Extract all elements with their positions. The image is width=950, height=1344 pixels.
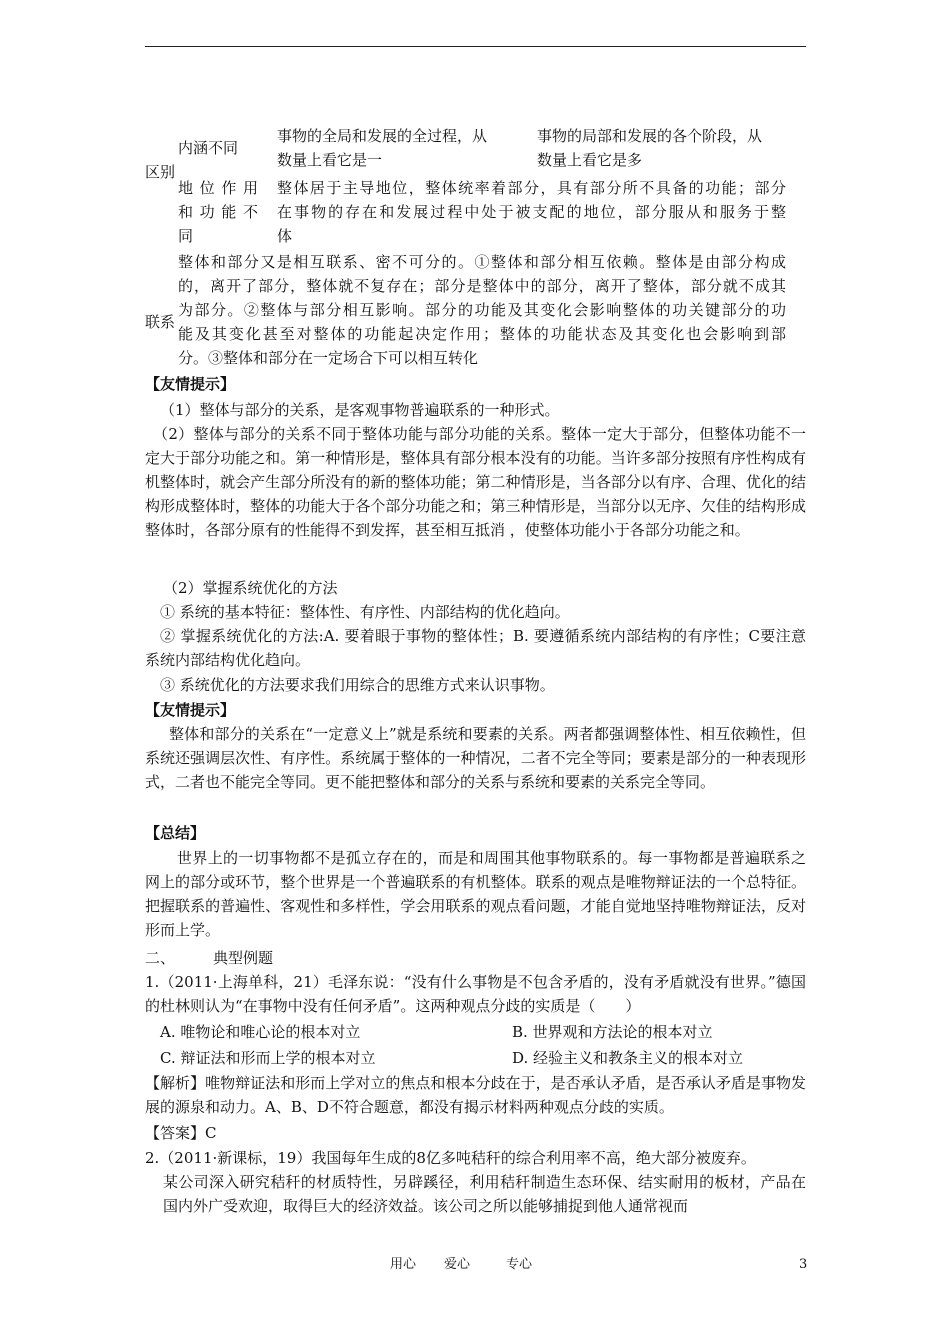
row3-line1: 整体和部分又是相互联系、密不可分的。①整体和部分相互依赖。整体是由部分构成	[178, 253, 786, 271]
page-number: 3	[799, 1257, 808, 1272]
section2-number: 二、	[145, 949, 176, 967]
row3-line3: 为部分。②整体与部分相互影响。部分的功能及其变化会影响整体的功关键部分的功	[178, 301, 786, 319]
q2-line1: 2.（2011·新课标，19）我国每年生成的8亿多吨秸秆的综合利用率不高，绝大部分被废弃。	[145, 1149, 756, 1167]
method-p1: ① 系统的基本特征：整体性、有序性、内部结构的优化趋向。	[160, 603, 570, 621]
row1-whole-line2: 数量上看它是一	[277, 151, 383, 169]
q1-option-b: B. 世界观和方法论的根本对立	[512, 1023, 713, 1041]
row1-part-line1: 事物的局部和发展的各个阶段，从	[537, 127, 763, 145]
footer-word-3: 专心	[506, 1257, 533, 1272]
tip1-item1: （1）整体与部分的关系，是客观事物普遍联系的一种形式。	[160, 401, 560, 419]
label-lianxi: 联系	[145, 313, 176, 331]
q2-continuation: 某公司深入研究秸秆的材质特性，另辟蹊径，利用秸秆制造生态环保、结实耐用的板材，产品在国内外广受欢迎，取得巨大的经济效益。该公司之所以能够捕捉到他人通常视而	[163, 1173, 806, 1215]
tip1-item2: （2）整体与部分的关系不同于整体功能与部分功能的关系。整体一定大于部分，但整体功能不一定大于部分功能之和。第一种情形是，整体具有部分根本没有的功能。当许多部分按照有序性构成有机整体时，就会产生部分所没有的新的整体功能；第二种情形是，当各部分以有序、合理、优化的结构形成整体时，整体的功能大于各个部分功能之和；第三种情形是，当部分以无序、欠佳的结构形成整体时，各部分原有的性能得不到发挥，甚至相互抵消 ，使整体功能小于各部分功能之和。	[145, 425, 806, 539]
method-heading: （2）掌握系统优化的方法	[163, 579, 338, 597]
row3-line4: 能及其变化甚至对整体的功能起决定作用；整体的功能状态及其变化也会影响到部	[178, 325, 786, 343]
q1-option-a: A. 唯物论和唯心论的根本对立	[160, 1023, 361, 1041]
q1-option-d: D. 经验主义和教条主义的根本对立	[512, 1049, 744, 1067]
footer-word-1: 用心	[390, 1257, 417, 1272]
row2-text-line2: 在事物的存在和发展过程中处于被支配的地位，部分服从和服务于整	[277, 203, 786, 221]
summary-heading: 【总结】	[145, 824, 206, 842]
q1-analysis: 【解析】唯物辩证法和形而上学对立的焦点和根本分歧在于，是否承认矛盾，是否承认矛盾是事物发展的源泉和动力。A、B、D不符合题意，都没有揭示材料两种观点分歧的实质。	[145, 1074, 806, 1116]
footer-word-2: 爱心	[444, 1257, 471, 1272]
header-rule	[145, 46, 806, 47]
row3-line5: 分。③整体和部分在一定场合下可以相互转化	[178, 349, 479, 367]
row2-label-line1: 地 位 作 用	[178, 179, 258, 197]
summary-body: 世界上的一切事物都不是孤立存在的，而是和周围其他事物联系的。每一事物都是普遍联系之网上的部分或环节，整个世界是一个普遍联系的有机整体。联系的观点是唯物辩证法的一个总特征。把握联系的普遍性、客观性和多样性，学会用联系的观点看问题，才能自觉地坚持唯物辩证法，反对形而上学。	[145, 849, 806, 939]
row2-label-line3: 同	[178, 227, 194, 245]
row1-whole-line1: 事物的全局和发展的全过程，从	[277, 127, 488, 145]
method-p3: ③ 系统优化的方法要求我们用综合的思维方式来认识事物。	[160, 676, 555, 694]
q1-answer: 【答案】C	[145, 1124, 217, 1142]
tip2-body: 整体和部分的关系在“一定意义上”就是系统和要素的关系。两者都强调整体性、相互依赖性，但系统还强调层次性、有序性。系统属于整体的一种情况，二者不完全等同；要素是部分的一种表现形式，二者也不能完全等同。更不能把整体和部分的关系与系统和要素的关系完全等同。	[145, 725, 806, 791]
section2-title: 典型例题	[213, 949, 274, 967]
row2-label-line2: 和 功 能 不	[178, 203, 258, 221]
method-p2: ② 掌握系统优化的方法:A. 要着眼于事物的整体性；B. 要遵循系统内部结构的有序性；C要注意系统内部结构优化趋向。	[145, 627, 806, 669]
tip1-heading: 【友情提示】	[145, 375, 236, 393]
label-qubie: 区别	[145, 163, 176, 181]
q1-option-c: C. 辩证法和形而上学的根本对立	[160, 1049, 376, 1067]
row1-part-line2: 数量上看它是多	[537, 151, 643, 169]
q1-stem: 1.（2011·上海单科，21）毛泽东说：“没有什么事物是不包含矛盾的，没有矛盾就没有世界。”德国的杜林则认为“在事物中没有任何矛盾”。这两种观点分歧的实质是（ ）	[145, 973, 806, 1015]
row3-line2: 的，离开了部分，整体就不复存在；部分是整体中的部分，离开了整体，部分就不成其	[178, 277, 786, 295]
row1-label: 内涵不同	[178, 139, 239, 157]
row2-text-line3: 体	[277, 227, 293, 245]
tip2-heading: 【友情提示】	[145, 701, 236, 719]
row2-text-line1: 整体居于主导地位，整体统率着部分，具有部分所不具备的功能；部分	[277, 179, 786, 197]
